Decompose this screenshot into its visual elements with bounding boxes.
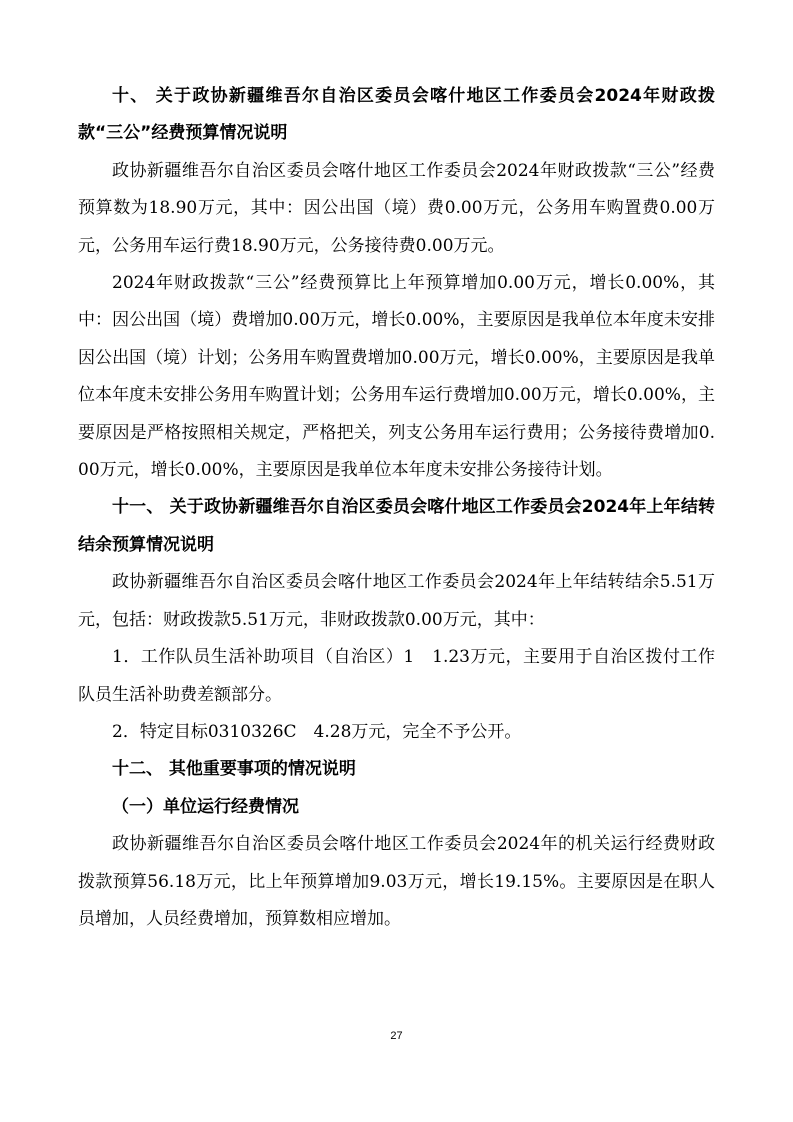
heading-section-12: 十二、 其他重要事项的情况说明 (112, 759, 356, 780)
paragraph-operating-expenses: 政协新疆维吾尔自治区委员会喀什地区工作委员会2024年的机关运行经费财政拨款预算56.18万元，比上年预算增加9.03万元，增长19.15%。主要原因是在职人员增加，人员经费增加，预算数相应增加。 (78, 834, 715, 929)
heading-subsection-1: （一）单位运行经费情况 (112, 796, 299, 817)
paragraph-carryover-item-2: 2．特定目标0310326C 4.28万元，完全不予公开。 (112, 721, 522, 742)
paragraph-carryover-total: 政协新疆维吾尔自治区委员会喀什地区工作委员会2024年上年结转结余5.51万元，包括：财政拨款5.51万元，非财政拨款0.00万元，其中： (78, 572, 715, 630)
page-number: 27 (390, 1030, 403, 1042)
paragraph-carryover-item-1: 1．工作队员生活补助项目（自治区）1 1.23万元，主要用于自治区拨付工作队员生活补助费差额部分。 (78, 647, 715, 705)
heading-section-10: 十、 关于政协新疆维吾尔自治区委员会喀什地区工作委员会2024年财政拨款“三公”经费预算情况说明 (78, 86, 715, 144)
paragraph-three-public-total: 政协新疆维吾尔自治区委员会喀什地区工作委员会2024年财政拨款“三公”经费预算数为18.90万元，其中：因公出国（境）费0.00万元，公务用车购置费0.00万元，公务用车运行费18.90万元，公务接待费0.00万元。 (78, 160, 715, 256)
heading-section-11: 十一、 关于政协新疆维吾尔自治区委员会喀什地区工作委员会2024年上年结转结余预算情况说明 (78, 497, 715, 555)
document-body (78, 78, 715, 938)
paragraph-three-public-change: 2024年财政拨款“三公”经费预算比上年预算增加0.00万元，增长0.00%，其中：因公出国（境）费增加0.00万元，增长0.00%，主要原因是我单位本年度未安排因公出国（境）计划；公务用车购置费增加0.00万元，增长0.00%，主要原因是我单位本年度未安排公务用车购置计划；公务用车运行费增加0.00万元，增长0.00%，主要原因是严格按照相关规定，严格把关，列支公务用车运行费用；公务接待费增加0.00万元，增长0.00%，主要原因是我单位本年度未安排公务接待计划。 (78, 273, 715, 481)
